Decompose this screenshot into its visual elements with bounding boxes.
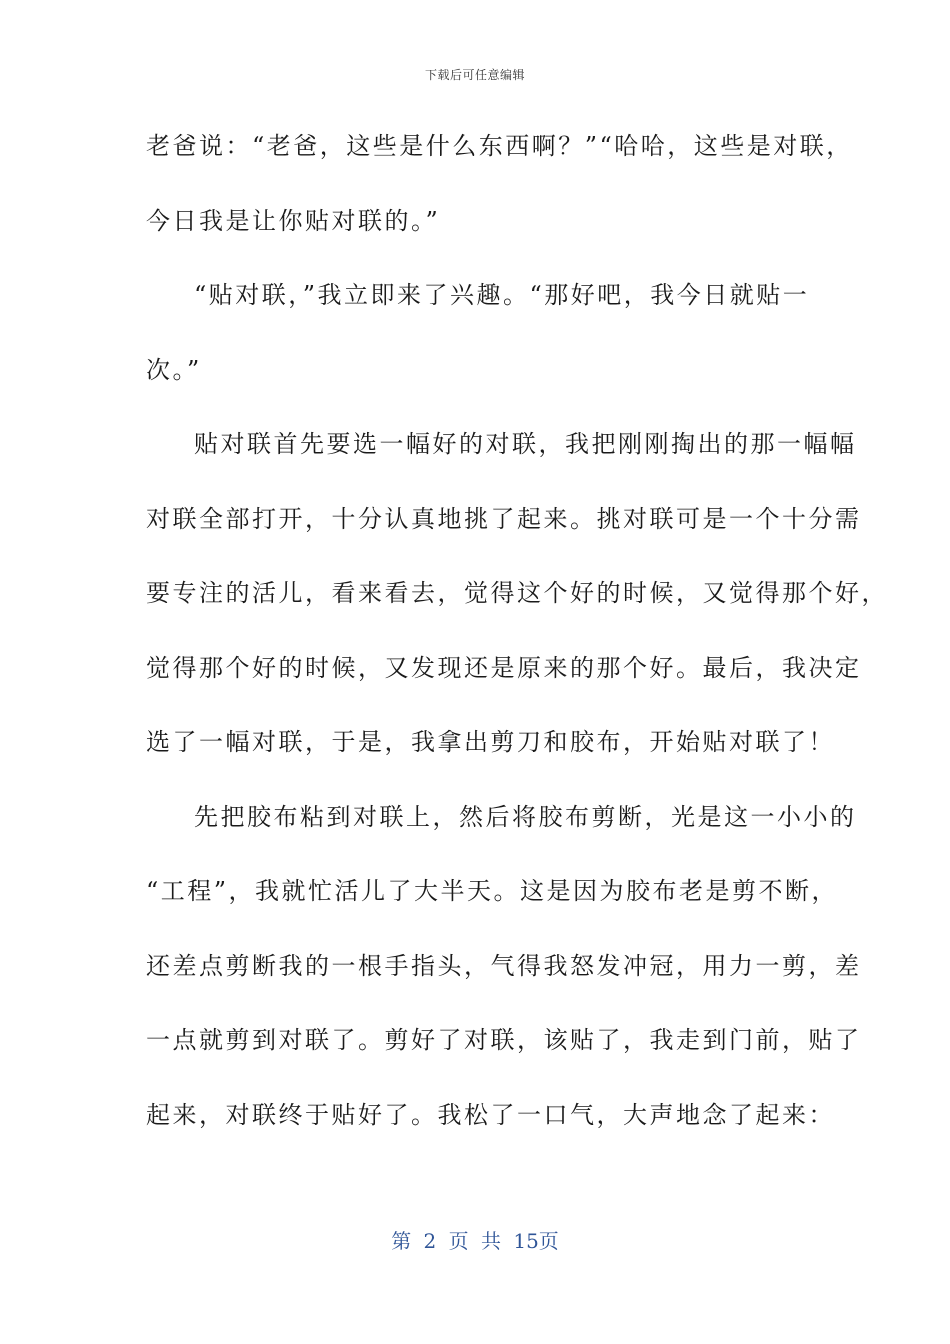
text-line: 次。” [146,355,202,384]
text-line: 老爸说：“老爸，这些是什么东西啊？”“哈哈，这些是对联， [146,132,853,160]
document-body [146,118,888,1161]
text-line: 要专注的活儿，看来看去，觉得这个好的时候，又觉得那个好， [146,579,888,607]
text-line: 贴对联首先要选一幅好的对联，我把刚刚掏出的那一幅幅 [194,430,857,458]
text-line: 还差点剪断我的一根手指头，气得我怒发冲冠，用力一剪，差 [146,951,862,980]
text-line: “工程”，我就忙活儿了大半天。这是因为胶布老是剪不断， [146,877,839,905]
text-line: 对联全部打开，十分认真地挑了起来。挑对联可是一个十分需 [146,504,862,533]
text-line: 选了一幅对联，于是，我拿出剪刀和胶布，开始贴对联了！ [146,728,835,756]
page-number-footer: 第 2 页 共 15页 [391,1229,559,1253]
text-line: 今日我是让你贴对联的。” [146,206,441,235]
header-note: 下载后可任意编辑 [424,68,525,82]
text-line: 觉得那个好的时候，又发现还是原来的那个好。最后，我决定 [146,653,862,682]
text-line: 一点就剪到对联了。剪好了对联，该贴了，我走到门前，贴了 [146,1026,862,1054]
text-line: “贴对联，”我立即来了兴趣。“那好吧，我今日就贴一 [194,281,810,309]
text-line: 先把胶布粘到对联上，然后将胶布剪断，光是这一小小的 [194,802,857,831]
text-line: 起来，对联终于贴好了。我松了一口气，大声地念了起来： [146,1100,835,1129]
